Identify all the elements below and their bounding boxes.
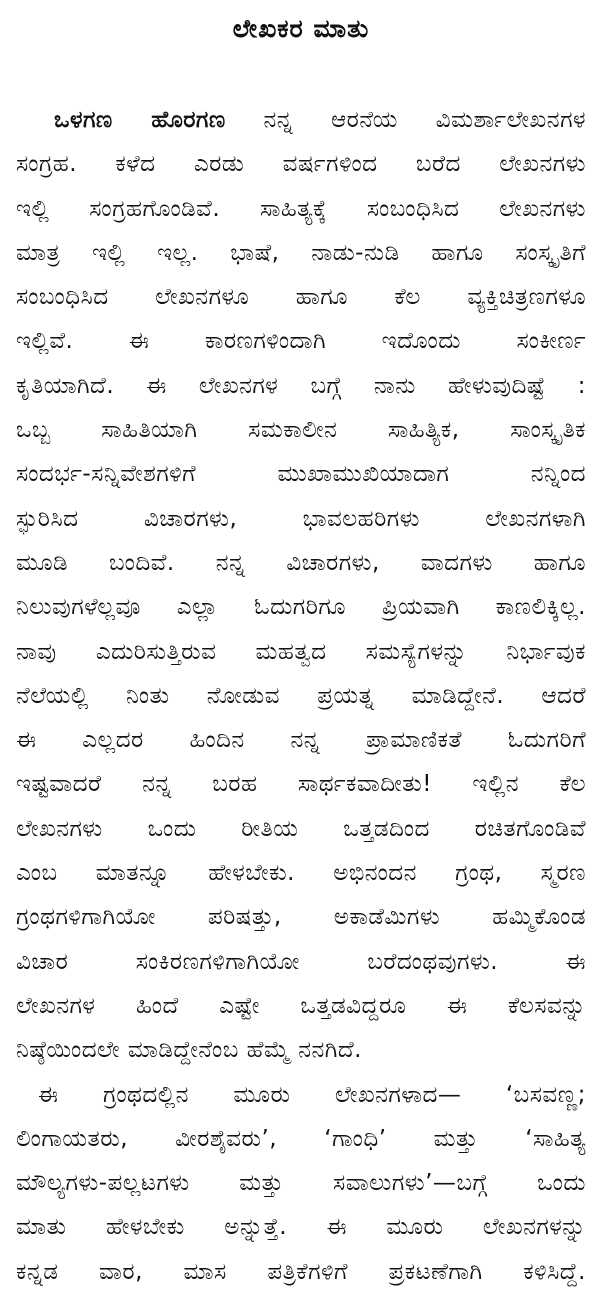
text-line: ಮಾತ್ರ ಇಲ್ಲಿ ಇಲ್ಲ. ಭಾಷೆ, ನಾಡು-ನುಡಿ ಹಾಗೂ ಸಂಸ್ಕೃತಿಗೆ bbox=[16, 239, 586, 266]
book-title-phrase: ಒಳಗಣ ಹೊರಗಣ bbox=[54, 107, 226, 133]
text-line: ಇಷ್ಟವಾದರೆ ನನ್ನ ಬರಹ ಸಾರ್ಥಕವಾದೀತು! ಇಲ್ಲಿನ ಕೆಲ bbox=[16, 771, 586, 798]
text-line: ಇಲ್ಲಿವೆ. ಈ ಕಾರಣಗಳಿಂದಾಗಿ ಇದೊಂದು ಸಂಕೀರ್ಣ bbox=[16, 328, 586, 355]
text-line: ನಿಷ್ಠೆಯಿಂದಲೇ ಮಾಡಿದ್ದೇನೆಂಬ ಹೆಮ್ಮೆ ನನಗಿದೆ. bbox=[16, 1037, 362, 1064]
text-line: ಕೃತಿಯಾಗಿದೆ. ಈ ಲೇಖನಗಳ ಬಗ್ಗೆ ನಾನು ಹೇಳುವುದಿಷ್ಟೆ : bbox=[16, 372, 586, 399]
text-line: ಲಿಂಗಾಯತರು, ವೀರಶೈವರು’, ‘ಗಾಂಧಿ’ ಮತ್ತು ‘ಸಾಹಿತ್ಯ bbox=[16, 1125, 586, 1152]
text-line: ಸ್ಫುರಿಸಿದ ವಿಚಾರಗಳು, ಭಾವಲಹರಿಗಳು ಲೇಖನಗಳಾಗಿ bbox=[16, 505, 586, 532]
text-line: ಸಂಬಂಧಿಸಿದ ಲೇಖನಗಳೂ ಹಾಗೂ ಕೆಲ ವ್ಯಕ್ತಿಚಿತ್ರಣಗಳೂ bbox=[16, 284, 586, 311]
text-line: ಎಂಬ ಮಾತನ್ನೂ ಹೇಳಬೇಕು. ಅಭಿನಂದನ ಗ್ರಂಥ, ಸ್ಮರಣ bbox=[16, 860, 586, 887]
text-line: ನಿಲುವುಗಳೆಲ್ಲವೂ ಎಲ್ಲಾ ಓದುಗರಿಗೂ ಪ್ರಿಯವಾಗಿ ಕಾಣಲಿಕ್ಕಿಲ್ಲ. bbox=[16, 594, 586, 621]
text-line: ಗ್ರಂಥಗಳಿಗಾಗಿಯೋ ಪರಿಷತ್ತು, ಅಕಾಡೆಮಿಗಳು ಹಮ್ಮಿಕೊಂಡ bbox=[16, 904, 586, 931]
text-line: ನೆಲೆಯಲ್ಲಿ ನಿಂತು ನೋಡುವ ಪ್ರಯತ್ನ ಮಾಡಿದ್ದೇನೆ. ಆದರೆ bbox=[16, 682, 586, 709]
text-line: ಒಳಗಣ ಹೊರಗಣ ನನ್ನ ಆರನೆಯ ವಿಮರ್ಶಾಲೇಖನಗಳ bbox=[54, 107, 586, 133]
text-line: ಈ ಗ್ರಂಥದಲ್ಲಿನ ಮೂರು ಲೇಖನಗಳಾದ— ‘ಬಸವಣ್ಣ; bbox=[38, 1081, 586, 1108]
text-line: ಮೂಡಿ ಬಂದಿವೆ. ನನ್ನ ವಿಚಾರಗಳು, ವಾದಗಳು ಹಾಗೂ bbox=[16, 549, 586, 576]
text-line: ಮಾತು ಹೇಳಬೇಕು ಅನ್ನುತ್ತೆ. ಈ ಮೂರು ಲೇಖನಗಳನ್ನು bbox=[16, 1214, 586, 1241]
text-line: ಲೇಖನಗಳು ಒಂದು ರೀತಿಯ ಒತ್ತಡದಿಂದ ರಚಿತಗೊಂಡಿವೆ bbox=[16, 815, 586, 842]
text-line: ಕನ್ನಡ ವಾರ, ಮಾಸ ಪತ್ರಿಕೆಗಳಿಗೆ ಪ್ರಕಟಣೆಗಾಗಿ ಕಳಿಸಿದ್ದೆ. bbox=[16, 1258, 586, 1285]
text-line: ಒಬ್ಬ ಸಾಹಿತಿಯಾಗಿ ಸಮಕಾಲೀನ ಸಾಹಿತ್ಯಿಕ, ಸಾಂಸ್ಕೃತಿಕ bbox=[16, 417, 586, 444]
text-line: ನಾವು ಎದುರಿಸುತ್ತಿರುವ ಮಹತ್ವದ ಸಮಸ್ಯೆಗಳನ್ನು ನಿರ್ಭಾವುಕ bbox=[16, 638, 586, 665]
text-line: ಈ ಎಲ್ಲದರ ಹಿಂದಿನ ನನ್ನ ಪ್ರಾಮಾಣಿಕತೆ ಓದುಗರಿಗೆ bbox=[16, 727, 586, 754]
text-line: ಮೌಲ್ಯಗಳು-ಪಲ್ಲಟಗಳು ಮತ್ತು ಸವಾಲುಗಳು’—ಬಗ್ಗೆ ಒಂದು bbox=[16, 1170, 586, 1197]
text-line: ಸಂದರ್ಭ-ಸನ್ನಿವೇಶಗಳಿಗೆ ಮುಖಾಮುಖಿಯಾದಾಗ ನನ್ನಿಂದ bbox=[16, 461, 586, 488]
body-text bbox=[16, 98, 586, 1294]
text-line: ವಿಚಾರ ಸಂಕಿರಣಗಳಿಗಾಗಿಯೋ ಬರೆದಂಥವುಗಳು. ಈ bbox=[16, 948, 586, 975]
text-line: ಸಂಗ್ರಹ. ಕಳೆದ ಎರಡು ವರ್ಷಗಳಿಂದ ಬರೆದ ಲೇಖನಗಳು bbox=[16, 151, 586, 178]
text-line: ಇಲ್ಲಿ ಸಂಗ್ರಹಗೊಂಡಿವೆ. ಸಾಹಿತ್ಯಕ್ಕೆ ಸಂಬಂಧಿಸಿದ ಲೇಖನಗಳು bbox=[16, 195, 586, 222]
page-title: ಲೇಖಕರ ಮಾತು bbox=[232, 14, 370, 43]
text-line: ಲೇಖನಗಳ ಹಿಂದೆ ಎಷ್ಟೇ ಒತ್ತಡವಿದ್ದರೂ ಈ ಕೆಲಸವನ್ನು bbox=[16, 992, 586, 1019]
